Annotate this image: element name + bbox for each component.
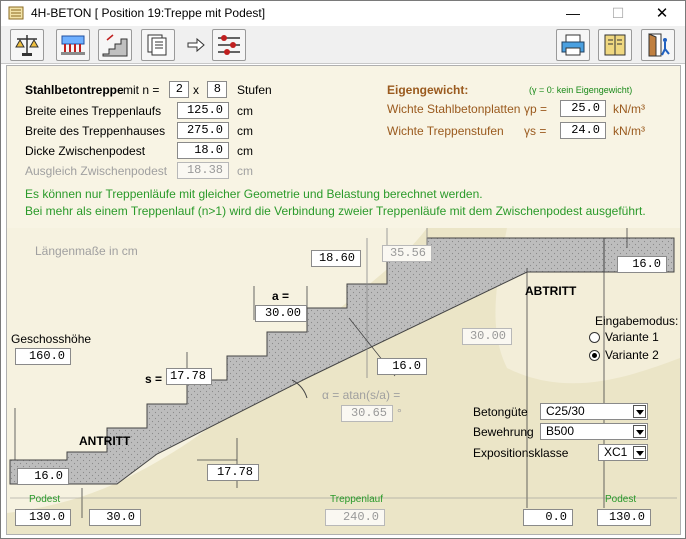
info-line-1: Es können nur Treppenläufe mit gleicher Geometrie und Belastung berechnet werden. [25, 187, 483, 201]
landing-offset-field: 18.38 [177, 162, 229, 179]
end-label: ABTRITT [525, 284, 577, 298]
window-title: 4H-BETON [ Position 19:Treppe mit Podest] [31, 6, 266, 20]
a-input[interactable]: 30.00 [255, 305, 307, 322]
tread-grey-field: 30.00 [462, 328, 512, 345]
podest-right-label: Podest [605, 494, 637, 505]
landing-thickness-label: Dicke Zwischenpodest [25, 144, 146, 158]
landing-thickness-input[interactable]: 18.0 [177, 142, 229, 159]
info-line-2: Bei mehr als einem Treppenlauf (n>1) wird die Verbindung zweier Treppenläufe mit dem Zwischenpodest ausgeführt. [25, 204, 646, 218]
exposure-value: XC1 [604, 445, 628, 459]
system-button[interactable] [10, 29, 44, 61]
load-icon [59, 32, 87, 58]
steps-weight-symbol: γs = [524, 124, 547, 138]
mode-option-2-label[interactable]: Variante 2 [605, 348, 659, 362]
chevron-down-icon[interactable] [633, 425, 646, 438]
concrete-select[interactable] [540, 403, 648, 420]
start-label: ANTRITT [79, 434, 131, 448]
flight-label: Treppenlauf [330, 494, 383, 505]
exit-button[interactable] [641, 29, 675, 61]
width-flight-label: Breite eines Treppenlaufs [25, 104, 162, 118]
toolbar [1, 26, 685, 64]
start-offset-input[interactable]: 30.0 [89, 509, 141, 526]
stair-drawing-canvas [7, 228, 680, 534]
chevron-down-icon[interactable] [633, 446, 646, 459]
concrete-label: Betongüte [473, 405, 528, 419]
rebar-label: Bewehrung [473, 425, 534, 439]
main-panel [6, 65, 681, 535]
width-stair-input[interactable]: 275.0 [177, 122, 229, 139]
steps-weight-input[interactable]: 24.0 [560, 122, 606, 139]
podest-left-input[interactable]: 130.0 [15, 509, 71, 526]
close-button[interactable]: ✕ [655, 5, 669, 22]
scale-icon [13, 32, 41, 58]
a-label: a = [272, 289, 290, 303]
book-icon [601, 32, 629, 58]
rebar-select[interactable] [540, 423, 648, 440]
steps-count-input[interactable]: 8 [207, 81, 227, 98]
plate-weight-label: Wichte Stahlbetonplatten [387, 102, 521, 116]
flight-length-field: 240.0 [325, 509, 385, 526]
podest-right-input[interactable]: 130.0 [597, 509, 651, 526]
top-dim-field: 35.56 [382, 245, 432, 262]
alpha-unit: ° [397, 406, 402, 420]
unit-cm: cm [237, 124, 253, 138]
slab-thickness-input[interactable]: 16.0 [377, 358, 427, 375]
self-weight-hint: (γ = 0: kein Eigengewicht) [529, 85, 633, 95]
rebar-value: B500 [546, 424, 575, 438]
maximize-button[interactable]: ☐ [611, 5, 625, 21]
unit-cm: cm [237, 164, 253, 178]
bottom-riser-input[interactable]: 17.78 [207, 464, 259, 481]
stairs-button[interactable] [98, 29, 132, 61]
width-flight-input[interactable]: 125.0 [177, 102, 229, 119]
title-bar [1, 1, 685, 26]
app-icon [8, 6, 24, 20]
right-thickness-input[interactable]: 16.0 [617, 256, 667, 273]
settings-sliders-icon [215, 32, 243, 58]
length-note: Längenmaße in cm [35, 244, 138, 258]
printer-icon [559, 32, 587, 58]
concrete-value: C25/30 [546, 404, 585, 418]
minimize-button[interactable]: — [566, 5, 580, 21]
s-label: s = [145, 372, 163, 386]
with-n-label: mit n = [123, 83, 160, 97]
steps-weight-unit: kN/m³ [613, 124, 645, 138]
documents-icon [144, 32, 172, 58]
unit-cm: cm [237, 144, 253, 158]
chevron-down-icon[interactable] [633, 405, 646, 418]
stair-drawing [7, 228, 680, 534]
loads-button[interactable] [56, 29, 90, 61]
plate-weight-symbol: γp = [524, 102, 548, 116]
podest-left-label: Podest [29, 494, 61, 505]
times-label: x [193, 83, 199, 97]
documents-button[interactable] [141, 29, 175, 61]
end-offset-input[interactable]: 0.0 [523, 509, 573, 526]
unit-cm: cm [237, 104, 253, 118]
stair-label: Stahlbetontreppe [25, 83, 124, 97]
steps-weight-label: Wichte Treppenstufen [387, 124, 504, 138]
landing-offset-label: Ausgleich Zwischenpodest [25, 164, 168, 178]
alpha-formula: α = atan(s/a) = [322, 388, 401, 402]
self-weight-title: Eigengewicht: [387, 83, 469, 97]
exposure-select[interactable] [598, 444, 648, 461]
steps-unit-label: Stufen [237, 83, 272, 97]
alpha-field: 30.65 [341, 405, 393, 422]
left-thickness-input[interactable]: 16.0 [17, 468, 69, 485]
storey-height-label: Geschosshöhe [11, 332, 92, 346]
top-riser-input[interactable]: 18.60 [311, 250, 361, 267]
stairs-icon [101, 32, 129, 58]
plate-weight-unit: kN/m³ [613, 102, 645, 116]
arrow-right-icon [187, 37, 205, 53]
s-input[interactable]: 17.78 [166, 368, 212, 385]
mode-title: Eingabemodus: [595, 314, 679, 328]
mode-option-1-label[interactable]: Variante 1 [605, 330, 659, 344]
plate-weight-input[interactable]: 25.0 [560, 100, 606, 117]
mode-option-1-radio[interactable] [589, 332, 600, 343]
exposure-label: Expositionsklasse [473, 446, 569, 460]
print-button[interactable] [556, 29, 590, 61]
storey-height-input[interactable]: 160.0 [15, 348, 71, 365]
mode-option-2-radio[interactable] [589, 350, 600, 361]
width-stair-label: Breite des Treppenhauses [25, 124, 166, 138]
exit-door-icon [644, 32, 672, 58]
manual-button[interactable] [598, 29, 632, 61]
flights-count-input[interactable]: 2 [169, 81, 189, 98]
settings-button[interactable] [212, 29, 246, 61]
